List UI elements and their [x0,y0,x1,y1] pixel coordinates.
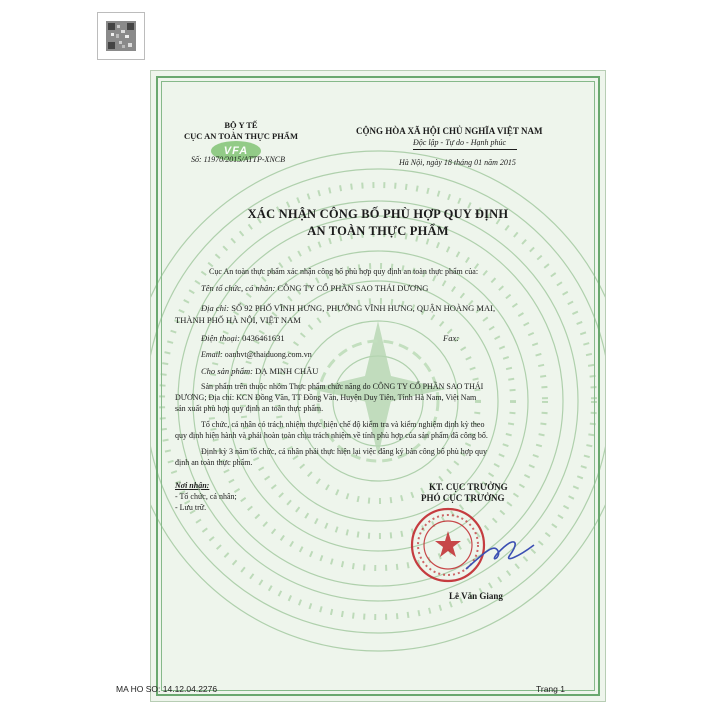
signature-title-1: KT. CỤC TRƯỞNG [429,482,508,492]
fax-label: Fax: [443,333,460,343]
address-value-2: THÀNH PHỐ HÀ NỘI, VIỆT NAM [175,315,301,325]
dossier-code: MA HO SO: 14.12.04.2276 [116,684,218,694]
org-value: CÔNG TY CỔ PHẦN SAO THÁI DƯƠNG [277,283,429,293]
org-label: Tên tổ chức, cá nhân: [201,283,276,293]
signer-name: Lê Văn Giang [449,591,503,601]
qr-code [97,12,145,60]
email-value: oanhvt@thaiduong.com.vn [224,350,312,359]
vfa-logo: VFA [211,141,261,161]
place-date: Hà Nội, ngày 18 tháng 01 năm 2015 [399,158,516,167]
email-label: Email: [201,350,223,359]
address-label: Địa chỉ: [201,303,230,313]
document-title-line2: AN TOÀN THỰC PHẨM [307,224,449,238]
product-value: DẠ MINH CHÂU [255,366,319,376]
paragraph3-line2: định an toàn thực phẩm. [175,458,253,467]
document-number: Số: 11970/2015/ATTP-XNCB [191,155,285,164]
intro-text: Cục An toàn thực phẩm xác nhận công bố phù hợp quy định an toàn thực phẩm của: [209,267,479,276]
department-name: CỤC AN TOÀN THỰC PHẨM [184,131,298,141]
phone-value: 0436461631 [242,333,285,343]
recipients-item-1: - Tổ chức, cá nhân; [175,492,237,501]
paragraph3-line1: Định kỳ 3 năm tổ chức, cá nhân phải thực hiện lại việc đăng ký bản công bố phù hợp quy [201,447,487,456]
address-value-1: SỐ 92 PHỐ VĨNH HƯNG, PHƯỜNG VĨNH HƯNG, QUẬN HOÀNG MAI, [231,303,496,313]
paragraph2-line1: Tổ chức, cá nhân có trách nhiệm thực hiện chế độ kiểm tra và kiểm nghiệm định kỳ theo [201,420,485,429]
document-title-line1: XÁC NHẬN CÔNG BỐ PHÙ HỢP QUY ĐỊNH [247,207,509,221]
product-label: Cho sản phẩm: [201,366,253,376]
recipients-label: Nơi nhận: [175,481,210,490]
certificate-sheet [150,70,606,702]
signature-title-2: PHÓ CỤC TRƯỞNG [421,493,505,503]
national-motto: Độc lập - Tự do - Hạnh phúc [413,138,507,147]
paragraph1-line3: sản xuất phù hợp quy định an toàn thực phẩm. [175,404,324,413]
ministry-name: BỘ Y TẾ [224,120,258,130]
phone-label: Điện thoại: [201,333,240,343]
paragraph1-line2: DƯƠNG; Địa chỉ: KCN Đồng Văn, TT Đồng Văn, Huyện Duy Tiên, Tỉnh Hà Nam, Việt Nam [175,393,477,402]
official-stamp [406,503,546,585]
paragraph1-line1: Sản phẩm trên thuộc nhóm Thực phẩm chức năng do CÔNG TY CỔ PHẦN SAO THÁI [201,382,484,391]
recipients-item-2: - Lưu trữ. [175,503,207,512]
country-name: CỘNG HÒA XÃ HỘI CHỦ NGHĨA VIỆT NAM [356,126,543,136]
page-number: Trang 1 [536,684,565,694]
paragraph2-line2: quy định hiện hành và phải hoàn toàn chịu trách nhiệm về tính phù hợp của sản phẩm đã công bố. [175,431,488,440]
